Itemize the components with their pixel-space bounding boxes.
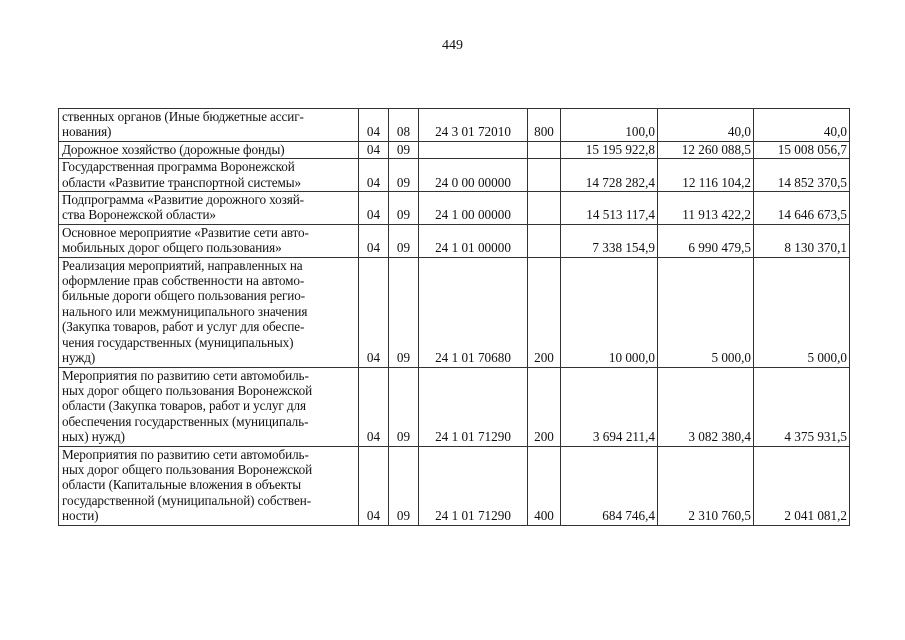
item-name-cell bbox=[59, 141, 359, 158]
target-article-cell: 24 1 01 00000 bbox=[419, 224, 528, 257]
item-name-line: обеспечения государственных (муниципаль- bbox=[62, 413, 309, 429]
amount-year1-cell: 684 746,4 bbox=[561, 446, 658, 525]
item-name-line: ственных органов (Иные бюджетные ассиг- bbox=[62, 109, 304, 124]
section-code-cell: 04 bbox=[359, 159, 389, 192]
amount-year1-cell: 14 513 117,4 bbox=[561, 192, 658, 225]
amount-year3-cell: 5 000,0 bbox=[754, 257, 850, 367]
amount-year2-cell: 3 082 380,4 bbox=[658, 367, 754, 446]
item-name-line: нального или межмуниципального значения bbox=[62, 303, 308, 319]
subsection-code-cell: 09 bbox=[389, 446, 419, 525]
item-name-line: области «Развитие транспортной системы» bbox=[62, 174, 302, 190]
section-code-cell: 04 bbox=[359, 446, 389, 525]
table-row bbox=[59, 109, 850, 142]
expense-type-cell bbox=[528, 224, 561, 257]
expense-type-cell: 200 bbox=[528, 257, 561, 367]
target-article-cell: 24 1 01 70680 bbox=[419, 257, 528, 367]
expense-type-cell bbox=[528, 159, 561, 192]
table-row bbox=[59, 159, 850, 192]
item-name-cell bbox=[59, 109, 359, 142]
amount-year3-cell: 40,0 bbox=[754, 109, 850, 142]
amount-year2-cell: 11 913 422,2 bbox=[658, 192, 754, 225]
section-code-cell: 04 bbox=[359, 192, 389, 225]
item-name-line: (Закупка товаров, работ и услуг для обеспе- bbox=[62, 319, 305, 335]
item-name-cell bbox=[59, 257, 359, 367]
amount-year2-cell: 6 990 479,5 bbox=[658, 224, 754, 257]
item-name-line: области (Капитальные вложения в объекты bbox=[62, 477, 302, 493]
amount-year1-cell: 15 195 922,8 bbox=[561, 141, 658, 158]
subsection-code-cell: 09 bbox=[389, 257, 419, 367]
amount-year3-cell: 8 130 370,1 bbox=[754, 224, 850, 257]
section-code-cell: 04 bbox=[359, 367, 389, 446]
expense-type-cell: 200 bbox=[528, 367, 561, 446]
table-row bbox=[59, 367, 850, 446]
table-body bbox=[59, 109, 850, 526]
table-row bbox=[59, 141, 850, 158]
item-name-cell bbox=[59, 446, 359, 525]
amount-year1-cell: 7 338 154,9 bbox=[561, 224, 658, 257]
section-code-cell: 04 bbox=[359, 257, 389, 367]
item-name-line: государственной (муниципальной) собствен- bbox=[62, 492, 311, 508]
item-name-line: области (Закупка товаров, работ и услуг для bbox=[62, 398, 306, 414]
item-name-line: Реализация мероприятий, направленных на bbox=[62, 257, 303, 273]
item-name-line: мобильных дорог общего пользования» bbox=[62, 240, 282, 256]
item-name-line: нования) bbox=[62, 124, 112, 140]
amount-year1-cell: 14 728 282,4 bbox=[561, 159, 658, 192]
subsection-code-cell: 09 bbox=[389, 141, 419, 158]
amount-year3-cell: 15 008 056,7 bbox=[754, 141, 850, 158]
table-row bbox=[59, 446, 850, 525]
item-name-line: оформление прав собственности на автомо- bbox=[62, 273, 305, 289]
amount-year3-cell: 2 041 081,2 bbox=[754, 446, 850, 525]
item-name-cell bbox=[59, 159, 359, 192]
target-article-cell: 24 1 01 71290 bbox=[419, 367, 528, 446]
item-name-line: бильные дороги общего пользования регио- bbox=[62, 288, 306, 304]
item-name-line: Мероприятия по развитию сети автомобиль- bbox=[62, 367, 309, 383]
expense-type-cell bbox=[528, 141, 561, 158]
target-article-cell: 24 1 00 00000 bbox=[419, 192, 528, 225]
amount-year2-cell: 12 260 088,5 bbox=[658, 141, 754, 158]
item-name-line: Основное мероприятие «Развитие сети авто- bbox=[62, 224, 309, 240]
amount-year3-cell: 4 375 931,5 bbox=[754, 367, 850, 446]
item-name-line: ных дорог общего пользования Воронежской bbox=[62, 382, 313, 398]
item-name-line: Подпрограмма «Развитие дорожного хозяй- bbox=[62, 192, 304, 208]
target-article-cell bbox=[419, 141, 528, 158]
section-code-cell: 04 bbox=[359, 141, 389, 158]
expense-type-cell: 400 bbox=[528, 446, 561, 525]
page-number: 449 bbox=[442, 38, 463, 53]
subsection-code-cell: 09 bbox=[389, 159, 419, 192]
section-code-cell: 04 bbox=[359, 224, 389, 257]
item-name-line: ных) нужд) bbox=[62, 429, 125, 445]
amount-year2-cell: 12 116 104,2 bbox=[658, 159, 754, 192]
subsection-code-cell: 08 bbox=[389, 109, 419, 142]
table-row bbox=[59, 192, 850, 225]
subsection-code-cell: 09 bbox=[389, 224, 419, 257]
amount-year2-cell: 5 000,0 bbox=[658, 257, 754, 367]
amount-year2-cell: 40,0 bbox=[658, 109, 754, 142]
item-name-line: чения государственных (муниципальных) bbox=[62, 334, 294, 350]
amount-year1-cell: 10 000,0 bbox=[561, 257, 658, 367]
table-row bbox=[59, 224, 850, 257]
item-name-cell bbox=[59, 192, 359, 225]
amount-year1-cell: 100,0 bbox=[561, 109, 658, 142]
item-name-cell bbox=[59, 367, 359, 446]
item-name-line: ных дорог общего пользования Воронежской bbox=[62, 461, 313, 477]
amount-year3-cell: 14 852 370,5 bbox=[754, 159, 850, 192]
amount-year2-cell: 2 310 760,5 bbox=[658, 446, 754, 525]
subsection-code-cell: 09 bbox=[389, 367, 419, 446]
item-name-cell bbox=[59, 224, 359, 257]
item-name-line: Дорожное хозяйство (дорожные фонды) bbox=[62, 141, 285, 157]
expense-type-cell: 800 bbox=[528, 109, 561, 142]
amount-year1-cell: 3 694 211,4 bbox=[561, 367, 658, 446]
target-article-cell: 24 3 01 72010 bbox=[419, 109, 528, 142]
budget-table bbox=[58, 108, 850, 526]
section-code-cell: 04 bbox=[359, 109, 389, 142]
target-article-cell: 24 0 00 00000 bbox=[419, 159, 528, 192]
item-name-line: нужд) bbox=[62, 350, 96, 366]
subsection-code-cell: 09 bbox=[389, 192, 419, 225]
table-row bbox=[59, 257, 850, 367]
item-name-line: ности) bbox=[62, 508, 99, 524]
item-name-line: ства Воронежской области» bbox=[62, 207, 216, 223]
amount-year3-cell: 14 646 673,5 bbox=[754, 192, 850, 225]
item-name-line: Мероприятия по развитию сети автомобиль- bbox=[62, 446, 309, 462]
expense-type-cell bbox=[528, 192, 561, 225]
target-article-cell: 24 1 01 71290 bbox=[419, 446, 528, 525]
item-name-line: Государственная программа Воронежской bbox=[62, 159, 295, 175]
